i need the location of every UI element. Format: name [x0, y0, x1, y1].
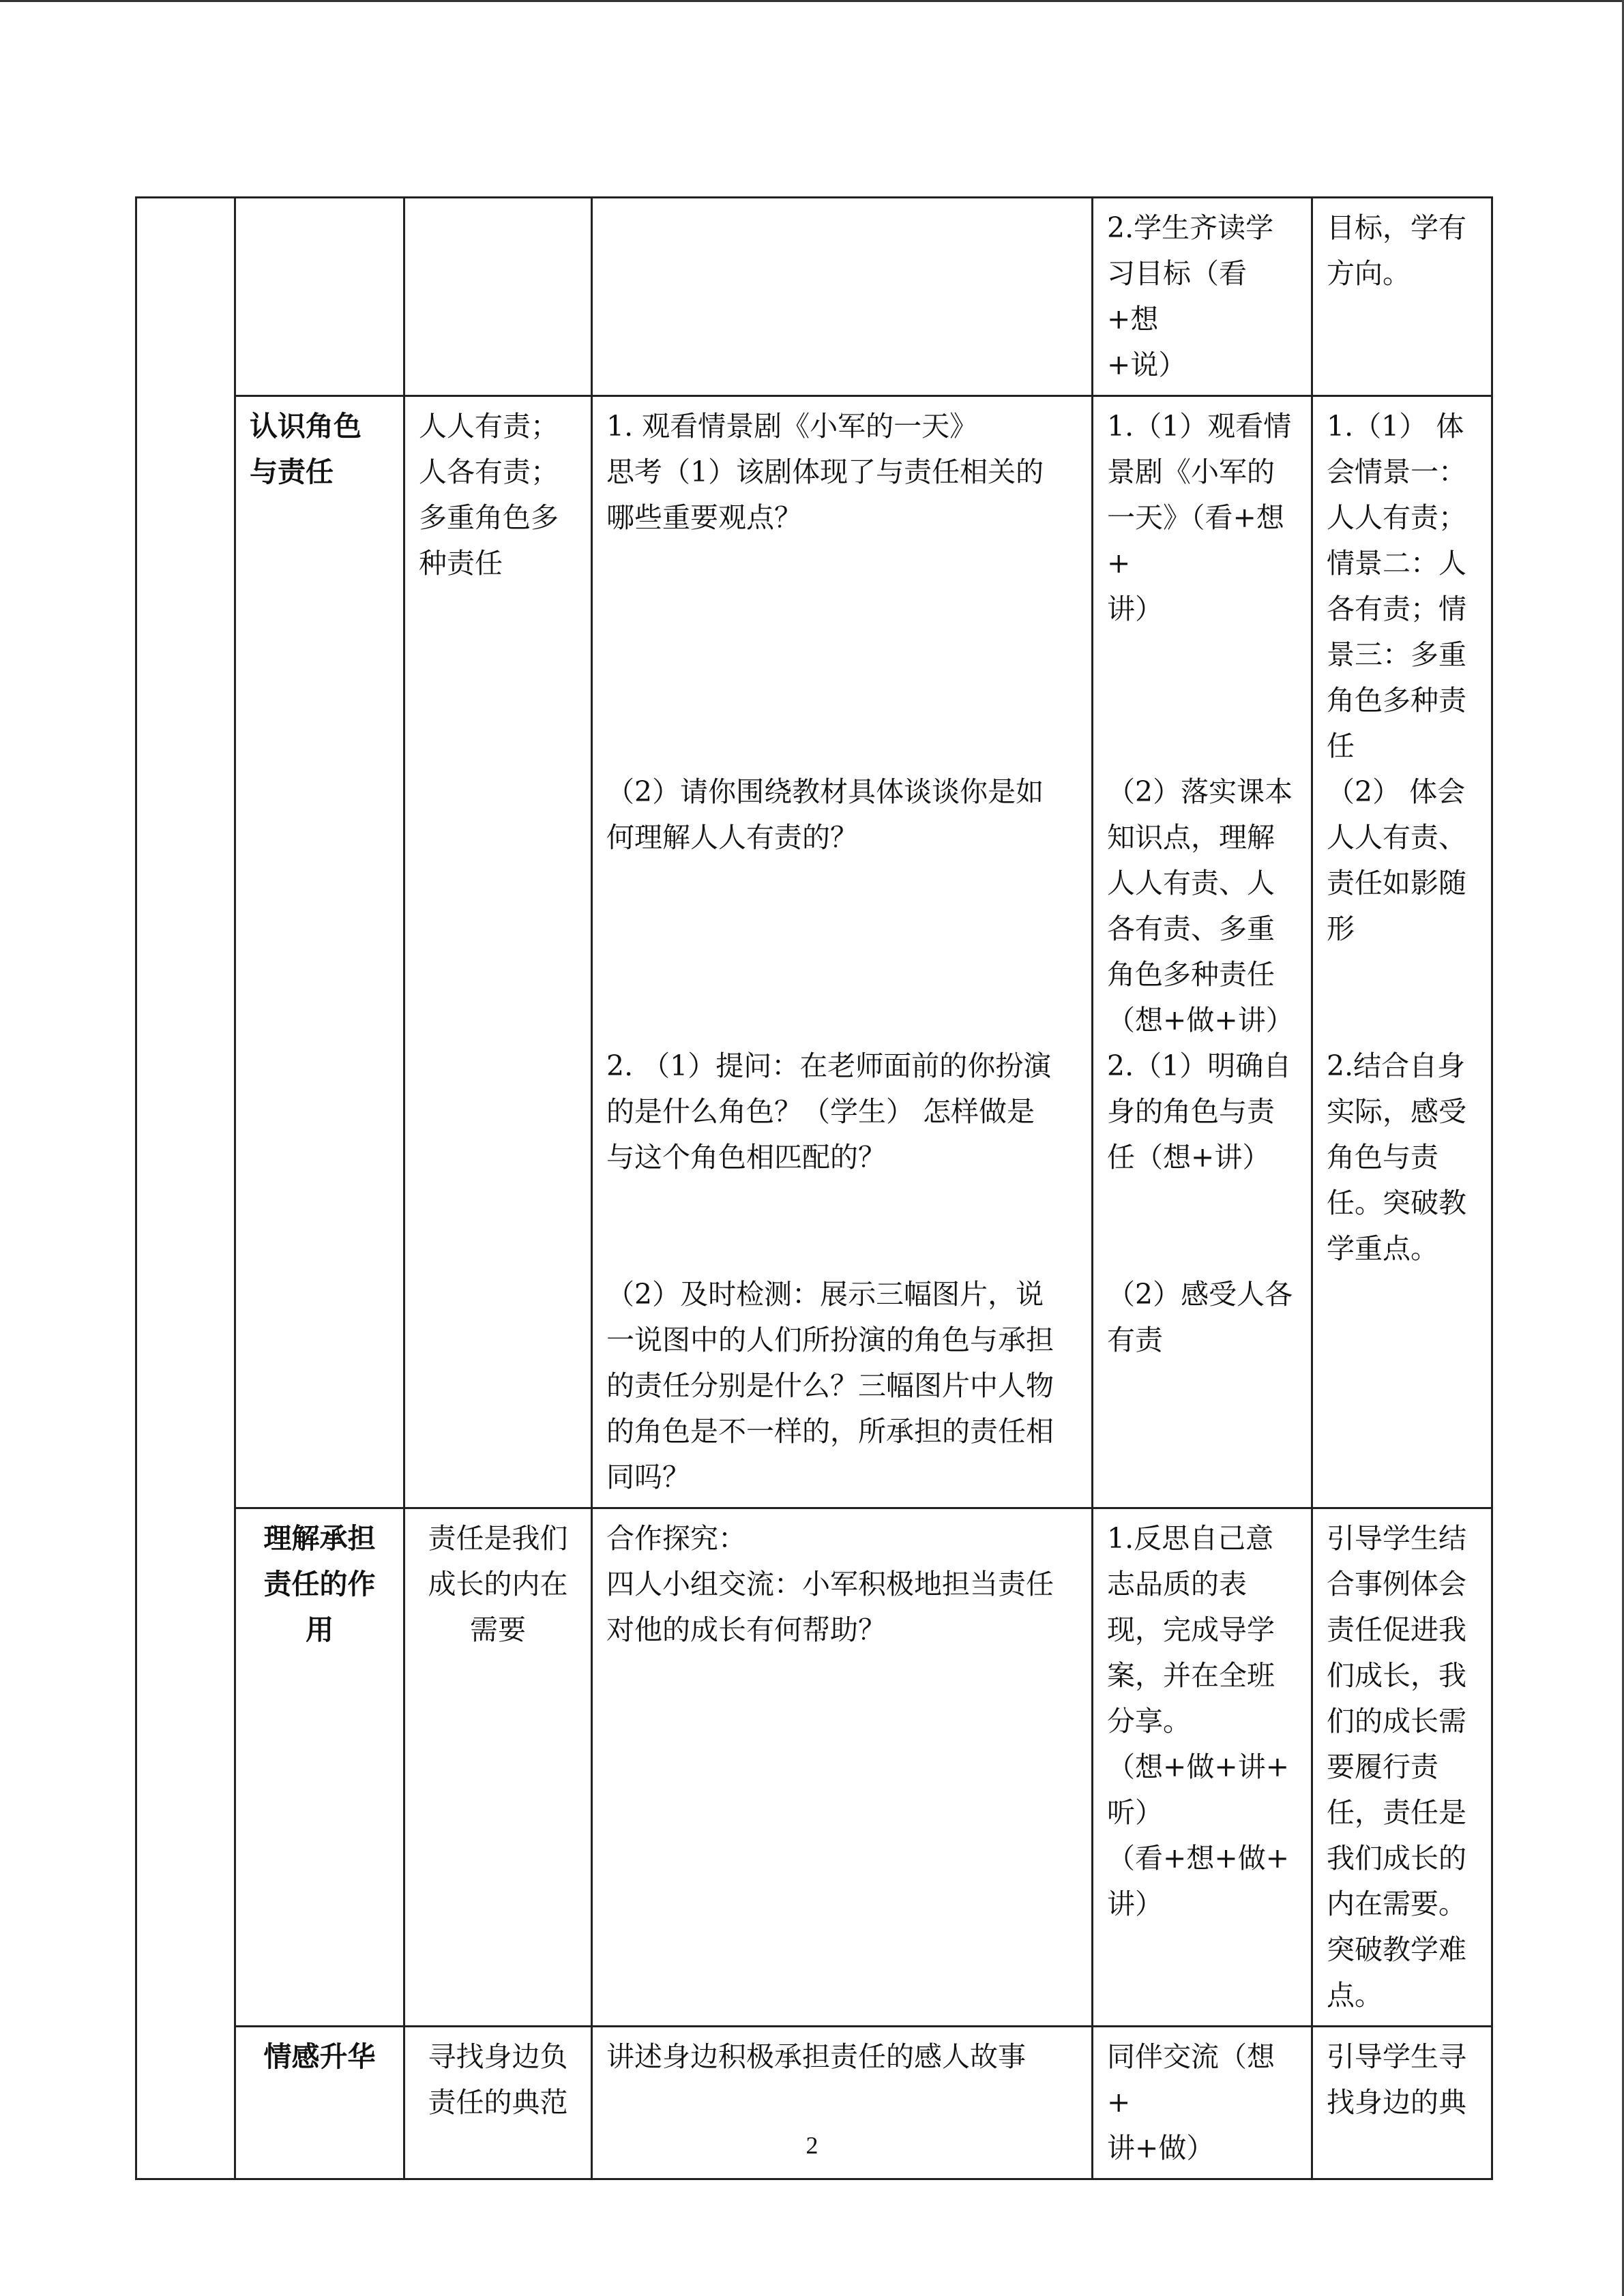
text-line: 找身边的典	[1327, 2086, 1466, 2119]
student-paragraph-1	[1107, 404, 1297, 769]
text-line: 我们成长的	[1327, 1842, 1466, 1875]
text-line: 2.学生齐读学	[1107, 211, 1274, 244]
text-line: 内在需要。	[1327, 1888, 1466, 1920]
text-line: （2）落实课本	[1107, 775, 1293, 808]
teacher-paragraph-2	[606, 769, 1078, 1043]
text-line: 人人有责；	[1327, 501, 1466, 534]
text-line: 讲述身边积极承担责任的感人故事	[606, 2040, 1026, 2073]
topic-cell	[235, 396, 404, 1508]
text-line: 人各有责；	[419, 456, 559, 488]
text-line: （想+做+讲）	[1107, 1004, 1294, 1037]
student-activity-cell	[1093, 198, 1312, 396]
text-line: 方向。	[1327, 257, 1411, 290]
text-line: 多重角色多	[419, 501, 559, 534]
text-line: 1.（1） 体	[1327, 410, 1464, 443]
text-line: 何理解人人有责的？	[606, 821, 858, 854]
text-line: 任，责任是	[1327, 1796, 1466, 1829]
text-line: 四人小组交流：小军积极地担当责任	[606, 1568, 1054, 1600]
lesson-plan-table	[135, 196, 1493, 2180]
teacher-paragraph-1	[606, 404, 1078, 769]
text-line: （2）感受人各	[1107, 1278, 1293, 1311]
text-line: 责任是我们	[428, 1522, 568, 1555]
text-line: 会情景一：	[1327, 456, 1466, 488]
page-number: 2	[806, 2132, 818, 2159]
text-line: 的是什么角色？（学生） 怎样做是	[606, 1095, 1035, 1128]
topic-line: 理解承担	[263, 1522, 376, 1555]
teacher-activity-cell	[592, 396, 1093, 1508]
text-line: 身的角色与责	[1107, 1095, 1275, 1128]
text-line: 任	[1327, 730, 1355, 762]
text-line: 们成长，我	[1327, 1659, 1466, 1692]
text-line: 人人有责、	[1327, 821, 1466, 854]
text-line: 引导学生结	[1327, 1522, 1466, 1555]
text-line: 各有责、多重	[1107, 912, 1275, 945]
text-line: （2）请你围绕教材具体谈谈你是如	[606, 775, 1044, 808]
student-activity-cell	[1093, 1508, 1312, 2027]
text-line: 实际，感受	[1327, 1095, 1466, 1128]
design-intent-cell	[1312, 1508, 1492, 2027]
text-line: 要履行责	[1327, 1750, 1438, 1783]
text-line: 听）	[1107, 1796, 1163, 1829]
text-line: 同伴交流（想+	[1107, 2040, 1275, 2119]
student-paragraph-2	[1107, 769, 1297, 1272]
text-line: 角色多种责任	[1107, 958, 1275, 991]
text-line: 角色多种责	[1327, 684, 1466, 717]
text-line: 学重点。	[1327, 1232, 1438, 1265]
text-line: 一天》（看+想+	[1107, 501, 1284, 580]
text-line: 合事例体会	[1327, 1568, 1466, 1600]
text-line: 哪些重要观点？	[606, 501, 802, 534]
text-line: 责任如影随	[1327, 867, 1466, 899]
text-line: 讲）	[1107, 593, 1163, 625]
text-line: 分享。	[1107, 1705, 1191, 1738]
text-line: 2.（1）明确自	[1107, 1049, 1292, 1082]
content-cell	[404, 396, 592, 1508]
text-line: 需要	[470, 1613, 526, 1646]
text-line: 各有责；情	[1327, 593, 1466, 625]
text-line: 对他的成长有何帮助？	[606, 1613, 886, 1646]
text-line: 寻找身边负	[428, 2040, 568, 2073]
text-line: 讲）	[1107, 1888, 1163, 1920]
text-line: 的角色是不一样的，所承担的责任相	[606, 1415, 1054, 1448]
intent-paragraph-2	[1327, 1043, 1477, 1272]
topic-line: 与责任	[250, 456, 334, 488]
content-cell	[404, 1508, 592, 2027]
text-line: 景剧《小军的	[1107, 456, 1275, 488]
text-line: 的责任分别是什么？三幅图片中人物	[606, 1369, 1054, 1402]
text-line: 1.（1）观看情	[1107, 410, 1292, 443]
topic-cell	[235, 1508, 404, 2027]
text-line: 突破教学难	[1327, 1933, 1466, 1966]
text-line: 思考（1）该剧体现了与责任相关的	[606, 456, 1044, 488]
text-line: 种责任	[419, 547, 503, 580]
teacher-activity-cell	[592, 1508, 1093, 2027]
text-line: 2. （1）提问：在老师面前的你扮演	[606, 1049, 1052, 1082]
intent-paragraph-1	[1327, 404, 1477, 1043]
text-line: 知识点，理解	[1107, 821, 1275, 854]
text-line: 有责	[1107, 1324, 1163, 1356]
text-line: 角色与责	[1327, 1141, 1438, 1174]
text-line: 1.反思自己意	[1107, 1522, 1274, 1555]
text-line: （看+想+做+	[1107, 1842, 1290, 1875]
text-line: 2.结合自身	[1327, 1049, 1466, 1082]
topic-line: 认识角色	[250, 410, 361, 443]
design-intent-cell	[1312, 198, 1492, 396]
table-row-role-responsibility	[136, 396, 1492, 1508]
text-line: 1. 观看情景剧《小军的一天》	[606, 410, 978, 443]
text-line: 案，并在全班	[1107, 1659, 1275, 1692]
content-cell-empty	[404, 198, 592, 396]
table-row-role-of-responsibility	[136, 1508, 1492, 2027]
text-line: 现，完成导学	[1107, 1613, 1275, 1646]
design-intent-cell	[1312, 396, 1492, 1508]
text-line: 与这个角色相匹配的？	[606, 1141, 886, 1174]
text-line: 讲+做）	[1107, 2132, 1215, 2164]
topic-line: 责任的作	[263, 1568, 376, 1600]
top-border-line	[0, 0, 1624, 2]
text-line: 一说图中的人们所扮演的角色与承担	[606, 1324, 1054, 1356]
text-line: （2）及时检测：展示三幅图片，说	[606, 1278, 1044, 1311]
text-line: （2） 体会	[1327, 775, 1466, 808]
text-line: （想+做+讲+	[1107, 1750, 1290, 1783]
text-line: 习目标（看+想	[1107, 257, 1247, 336]
text-line: 同吗？	[606, 1461, 690, 1493]
topic-line: 用	[306, 1613, 334, 1646]
text-line: 引导学生寻	[1327, 2040, 1466, 2073]
teacher-activity-cell-empty	[592, 198, 1093, 396]
topic-cell-empty	[235, 198, 404, 396]
text-line: 人人有责、人	[1107, 867, 1275, 899]
text-line: 责任促进我	[1327, 1613, 1466, 1646]
text-line: 们的成长需	[1327, 1705, 1466, 1738]
text-line: 合作探究：	[606, 1522, 746, 1555]
text-line: 形	[1327, 912, 1355, 945]
stage-column-cell	[136, 198, 235, 2179]
text-line: 任（想+讲）	[1107, 1141, 1271, 1174]
teacher-paragraph-4	[606, 1272, 1078, 1500]
text-line: 点。	[1327, 1979, 1383, 2012]
student-activity-cell	[1093, 396, 1312, 1508]
text-line: 志品质的表	[1107, 1568, 1247, 1600]
student-paragraph-3	[1107, 1272, 1297, 1363]
text-line: 目标，学有	[1327, 211, 1466, 244]
text-line: 景三：多重	[1327, 638, 1466, 671]
teacher-paragraph-3	[606, 1043, 1078, 1272]
text-line: 任。突破教	[1327, 1187, 1466, 1219]
table-row-continuation	[136, 198, 1492, 396]
text-line: 人人有责；	[419, 410, 559, 443]
text-line: 情景二：人	[1327, 547, 1466, 580]
text-line: 成长的内在	[428, 1568, 568, 1600]
topic-line: 情感升华	[263, 2040, 376, 2073]
text-line: +说）	[1107, 348, 1187, 381]
text-line: 责任的典范	[428, 2086, 568, 2119]
